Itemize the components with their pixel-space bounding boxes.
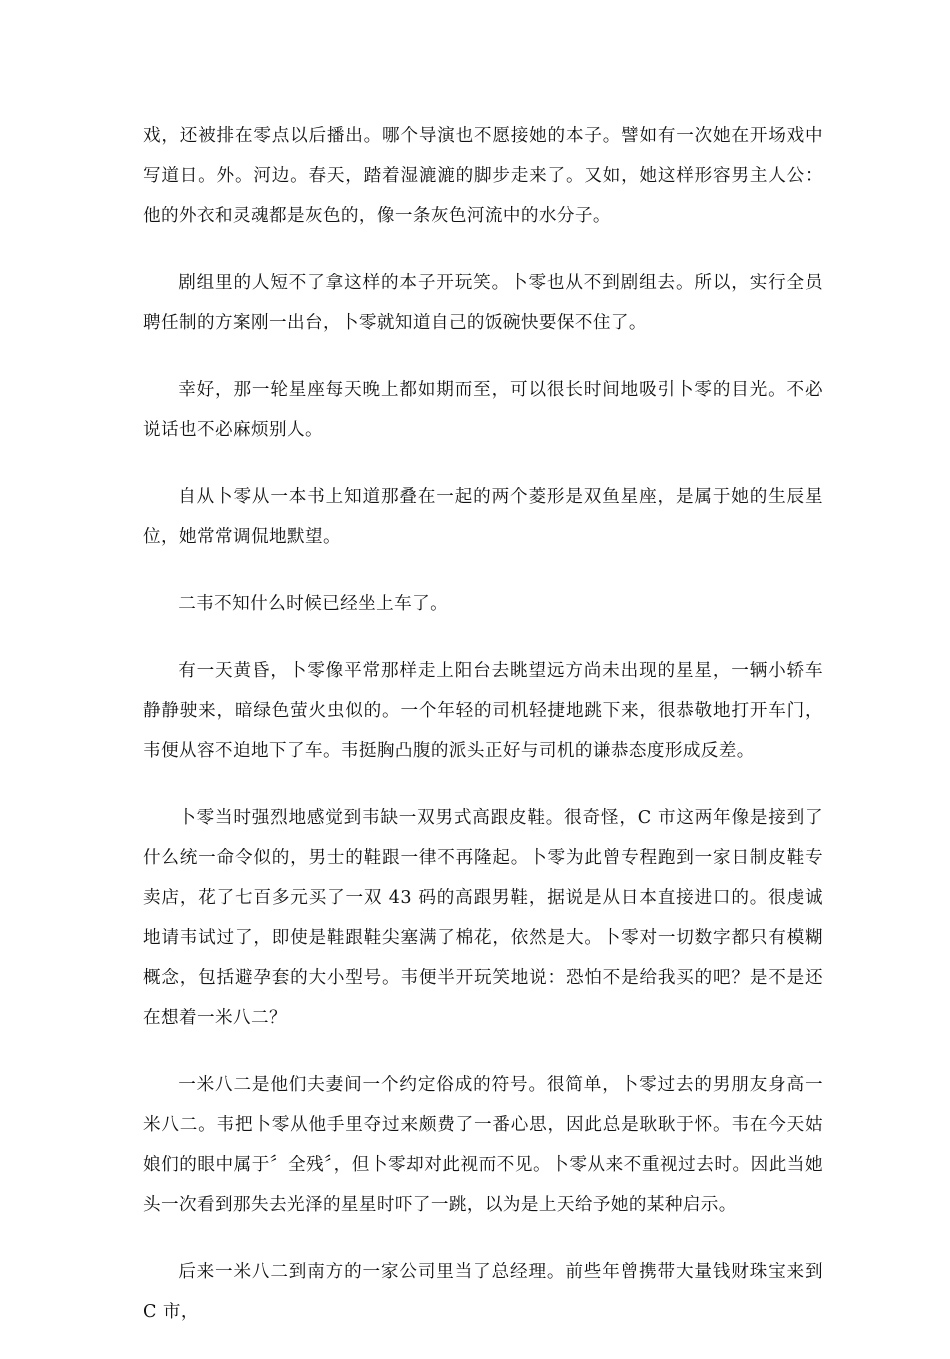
paragraph-6: 有一天黄昏，卜零像平常那样走上阳台去眺望远方尚未出现的星星，一辆小轿车静静驶来，暗绿色萤火虫似的。一个年轻的司机轻捷地跳下来，很恭敬地打开车门，韦便从容不迫地下了车。韦挺胸凸腹的派头正好与司机的谦恭态度形成反差。 <box>143 661 823 761</box>
paragraph-1: 戏，还被排在零点以后播出。哪个导演也不愿接她的本子。譬如有一次她在开场戏中写道日。外。河边。春天，踏着湿漉漉的脚步走来了。又如，她这样形容男主人公：他的外衣和灵魂都是灰色的，像一条灰色河流中的水分子。 <box>143 126 823 226</box>
paragraph-8: 一米八二是他们夫妻间一个约定俗成的符号。很简单，卜零过去的男朋友身高一米八二。韦把卜零从他手里夺过来颇费了一番心思，因此总是耿耿于怀。韦在今天姑娘们的眼中属于〞全残〞，但卜零却对此视而不见。卜零从来不重视过去时。因此当她头一次看到那失去光泽的星星时吓了一跳，以为是上天给予她的某种启示。 <box>143 1075 823 1215</box>
document-page <box>143 116 823 1359</box>
paragraph-2: 剧组里的人短不了拿这样的本子开玩笑。卜零也从不到剧组去。所以，实行全员聘任制的方案刚一出台，卜零就知道自己的饭碗快要保不住了。 <box>143 273 823 333</box>
paragraph-9: 后来一米八二到南方的一家公司里当了总经理。前些年曾携带大量钱财珠宝来到 C 市， <box>143 1262 823 1322</box>
paragraph-4: 自从卜零从一本书上知道那叠在一起的两个菱形是双鱼星座，是属于她的生辰星位，她常常调侃地默望。 <box>143 487 823 547</box>
paragraph-7: 卜零当时强烈地感觉到韦缺一双男式高跟皮鞋。很奇怪，C 市这两年像是接到了什么统一命令似的，男士的鞋跟一律不再隆起。卜零为此曾专程跑到一家日制皮鞋专卖店，花了七百多元买了一双 43 码的高跟男鞋，据说是从日本直接进口的。很虔诚地请韦试过了，即使是鞋跟鞋尖塞满了棉花，依然是大。卜零对一切数字都只有模糊概念，包括避孕套的大小型号。韦便半开玩笑地说：恐怕不是给我买的吧？是不是还在想着一米八二？ <box>143 808 823 1028</box>
paragraph-3: 幸好，那一轮星座每天晚上都如期而至，可以很长时间地吸引卜零的目光。不必说话也不必麻烦别人。 <box>143 380 823 440</box>
paragraph-5: 二韦不知什么时候已经坐上车了。 <box>178 594 449 614</box>
